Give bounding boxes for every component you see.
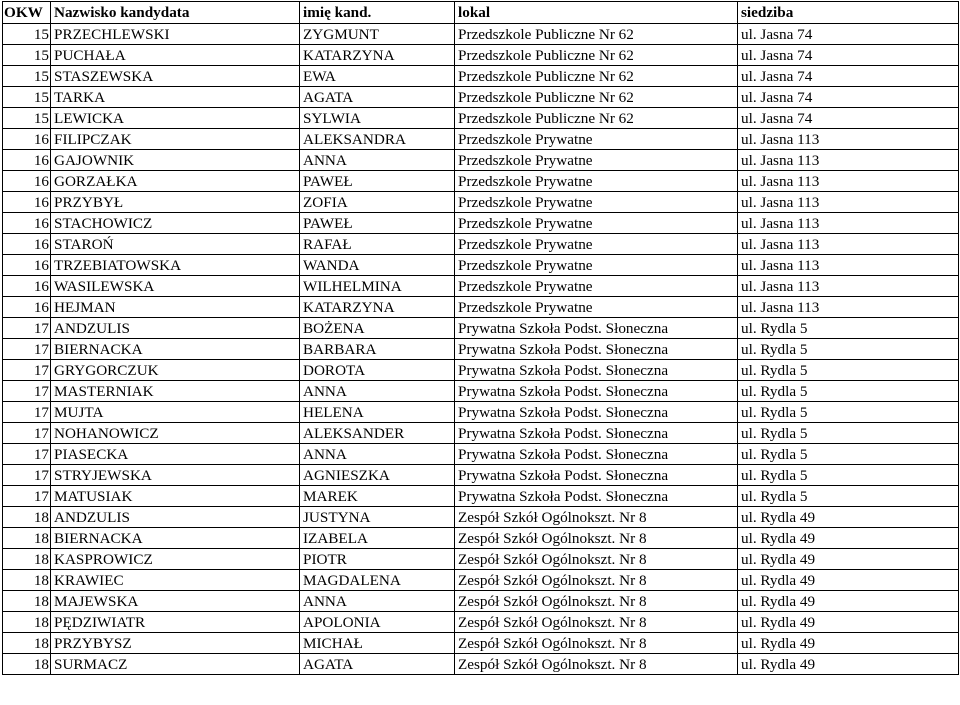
table-row [3, 24, 959, 45]
cell-imie: PAWEŁ [300, 213, 455, 234]
table-row [3, 108, 959, 129]
cell-siedziba: ul. Jasna 113 [738, 213, 959, 234]
table-header [3, 2, 959, 24]
cell-nazwisko: MATUSIAK [51, 486, 300, 507]
table-row [3, 339, 959, 360]
cell-nazwisko: MASTERNIAK [51, 381, 300, 402]
table-row [3, 129, 959, 150]
table-row [3, 528, 959, 549]
cell-nazwisko: PUCHAŁA [51, 45, 300, 66]
table-row [3, 465, 959, 486]
cell-nazwisko: GAJOWNIK [51, 150, 300, 171]
cell-nazwisko: ANDZULIS [51, 318, 300, 339]
cell-okw: 18 [3, 612, 51, 633]
cell-nazwisko: MAJEWSKA [51, 591, 300, 612]
cell-siedziba: ul. Jasna 74 [738, 66, 959, 87]
cell-lokal: Zespół Szkół Ogólnokszt. Nr 8 [455, 549, 738, 570]
cell-okw: 17 [3, 360, 51, 381]
cell-siedziba: ul. Jasna 74 [738, 45, 959, 66]
cell-siedziba: ul. Rydla 49 [738, 591, 959, 612]
cell-siedziba: ul. Jasna 113 [738, 150, 959, 171]
table-row [3, 486, 959, 507]
cell-lokal: Zespół Szkół Ogólnokszt. Nr 8 [455, 633, 738, 654]
cell-okw: 16 [3, 276, 51, 297]
cell-okw: 15 [3, 66, 51, 87]
cell-okw: 16 [3, 129, 51, 150]
table-row [3, 549, 959, 570]
cell-siedziba: ul. Rydla 5 [738, 444, 959, 465]
cell-imie: APOLONIA [300, 612, 455, 633]
cell-imie: PIOTR [300, 549, 455, 570]
header-row [3, 2, 959, 24]
table-row [3, 150, 959, 171]
cell-siedziba: ul. Jasna 113 [738, 234, 959, 255]
table-row [3, 654, 959, 675]
cell-okw: 17 [3, 423, 51, 444]
cell-lokal: Przedszkole Prywatne [455, 150, 738, 171]
cell-siedziba: ul. Rydla 5 [738, 360, 959, 381]
cell-lokal: Przedszkole Prywatne [455, 213, 738, 234]
cell-siedziba: ul. Rydla 49 [738, 654, 959, 675]
cell-imie: AGATA [300, 654, 455, 675]
cell-lokal: Zespół Szkół Ogólnokszt. Nr 8 [455, 528, 738, 549]
cell-imie: ANNA [300, 150, 455, 171]
table-row [3, 570, 959, 591]
cell-nazwisko: PRZYBYŁ [51, 192, 300, 213]
cell-lokal: Zespół Szkół Ogólnokszt. Nr 8 [455, 591, 738, 612]
cell-okw: 17 [3, 381, 51, 402]
cell-siedziba: ul. Rydla 5 [738, 402, 959, 423]
column-header-imie: imię kand. [300, 2, 455, 24]
cell-siedziba: ul. Rydla 5 [738, 318, 959, 339]
cell-siedziba: ul. Rydla 5 [738, 465, 959, 486]
cell-siedziba: ul. Rydla 49 [738, 570, 959, 591]
cell-nazwisko: KASPROWICZ [51, 549, 300, 570]
cell-okw: 16 [3, 213, 51, 234]
cell-lokal: Prywatna Szkoła Podst. Słoneczna [455, 360, 738, 381]
cell-okw: 17 [3, 486, 51, 507]
cell-okw: 16 [3, 150, 51, 171]
column-header-lokal: lokal [455, 2, 738, 24]
cell-lokal: Przedszkole Publiczne Nr 62 [455, 87, 738, 108]
cell-nazwisko: LEWICKA [51, 108, 300, 129]
cell-imie: WILHELMINA [300, 276, 455, 297]
table-row [3, 297, 959, 318]
cell-imie: ANNA [300, 381, 455, 402]
cell-imie: MAREK [300, 486, 455, 507]
cell-siedziba: ul. Rydla 49 [738, 633, 959, 654]
cell-imie: AGATA [300, 87, 455, 108]
cell-okw: 16 [3, 297, 51, 318]
cell-nazwisko: GRYGORCZUK [51, 360, 300, 381]
cell-nazwisko: PIASECKA [51, 444, 300, 465]
table-row [3, 633, 959, 654]
cell-okw: 17 [3, 465, 51, 486]
cell-siedziba: ul. Rydla 49 [738, 612, 959, 633]
cell-imie: AGNIESZKA [300, 465, 455, 486]
table-row [3, 381, 959, 402]
cell-imie: IZABELA [300, 528, 455, 549]
cell-okw: 18 [3, 633, 51, 654]
cell-okw: 16 [3, 192, 51, 213]
cell-imie: MAGDALENA [300, 570, 455, 591]
cell-lokal: Prywatna Szkoła Podst. Słoneczna [455, 318, 738, 339]
cell-okw: 18 [3, 570, 51, 591]
cell-nazwisko: ANDZULIS [51, 507, 300, 528]
cell-imie: MICHAŁ [300, 633, 455, 654]
cell-siedziba: ul. Rydla 5 [738, 486, 959, 507]
cell-lokal: Przedszkole Publiczne Nr 62 [455, 108, 738, 129]
cell-nazwisko: BIERNACKA [51, 339, 300, 360]
cell-siedziba: ul. Rydla 49 [738, 549, 959, 570]
table-row [3, 192, 959, 213]
column-header-siedziba: siedziba [738, 2, 959, 24]
cell-lokal: Zespół Szkół Ogólnokszt. Nr 8 [455, 654, 738, 675]
cell-nazwisko: STRYJEWSKA [51, 465, 300, 486]
cell-imie: RAFAŁ [300, 234, 455, 255]
table-row [3, 591, 959, 612]
cell-nazwisko: GORZAŁKA [51, 171, 300, 192]
candidates-table [2, 1, 959, 675]
cell-lokal: Przedszkole Prywatne [455, 192, 738, 213]
cell-siedziba: ul. Rydla 49 [738, 507, 959, 528]
cell-imie: PAWEŁ [300, 171, 455, 192]
column-header-okw: OKW [3, 2, 51, 24]
cell-nazwisko: STASZEWSKA [51, 66, 300, 87]
table-row [3, 318, 959, 339]
table-row [3, 444, 959, 465]
cell-okw: 18 [3, 507, 51, 528]
cell-imie: ANNA [300, 591, 455, 612]
cell-siedziba: ul. Jasna 74 [738, 24, 959, 45]
cell-okw: 18 [3, 591, 51, 612]
cell-nazwisko: PRZECHLEWSKI [51, 24, 300, 45]
cell-imie: HELENA [300, 402, 455, 423]
cell-lokal: Przedszkole Publiczne Nr 62 [455, 24, 738, 45]
cell-okw: 17 [3, 318, 51, 339]
cell-nazwisko: TRZEBIATOWSKA [51, 255, 300, 276]
cell-siedziba: ul. Rydla 49 [738, 528, 959, 549]
cell-lokal: Prywatna Szkoła Podst. Słoneczna [455, 444, 738, 465]
cell-okw: 16 [3, 171, 51, 192]
cell-okw: 16 [3, 234, 51, 255]
cell-okw: 16 [3, 255, 51, 276]
cell-okw: 15 [3, 108, 51, 129]
table-row [3, 423, 959, 444]
cell-nazwisko: KRAWIEC [51, 570, 300, 591]
table-row [3, 87, 959, 108]
cell-imie: DOROTA [300, 360, 455, 381]
cell-siedziba: ul. Jasna 113 [738, 255, 959, 276]
table-row [3, 66, 959, 87]
cell-siedziba: ul. Jasna 113 [738, 171, 959, 192]
cell-lokal: Przedszkole Prywatne [455, 297, 738, 318]
cell-imie: EWA [300, 66, 455, 87]
cell-okw: 17 [3, 339, 51, 360]
cell-nazwisko: FILIPCZAK [51, 129, 300, 150]
cell-lokal: Przedszkole Prywatne [455, 255, 738, 276]
cell-imie: SYLWIA [300, 108, 455, 129]
cell-lokal: Prywatna Szkoła Podst. Słoneczna [455, 423, 738, 444]
cell-okw: 17 [3, 444, 51, 465]
cell-lokal: Przedszkole Publiczne Nr 62 [455, 66, 738, 87]
cell-nazwisko: PĘDZIWIATR [51, 612, 300, 633]
cell-imie: ANNA [300, 444, 455, 465]
table-row [3, 234, 959, 255]
column-header-nazwisko: Nazwisko kandydata [51, 2, 300, 24]
cell-nazwisko: STAROŃ [51, 234, 300, 255]
cell-lokal: Prywatna Szkoła Podst. Słoneczna [455, 339, 738, 360]
cell-siedziba: ul. Jasna 113 [738, 297, 959, 318]
cell-nazwisko: HEJMAN [51, 297, 300, 318]
cell-lokal: Przedszkole Prywatne [455, 129, 738, 150]
table-row [3, 255, 959, 276]
cell-lokal: Przedszkole Prywatne [455, 234, 738, 255]
cell-imie: JUSTYNA [300, 507, 455, 528]
cell-imie: ALEKSANDRA [300, 129, 455, 150]
cell-siedziba: ul. Rydla 5 [738, 381, 959, 402]
cell-siedziba: ul. Jasna 113 [738, 276, 959, 297]
cell-lokal: Prywatna Szkoła Podst. Słoneczna [455, 486, 738, 507]
table-row [3, 171, 959, 192]
cell-siedziba: ul. Rydla 5 [738, 423, 959, 444]
cell-lokal: Przedszkole Publiczne Nr 62 [455, 45, 738, 66]
cell-imie: ZYGMUNT [300, 24, 455, 45]
cell-nazwisko: STACHOWICZ [51, 213, 300, 234]
table-row [3, 213, 959, 234]
cell-lokal: Zespół Szkół Ogólnokszt. Nr 8 [455, 612, 738, 633]
cell-imie: BOŻENA [300, 318, 455, 339]
cell-siedziba: ul. Jasna 74 [738, 108, 959, 129]
cell-imie: WANDA [300, 255, 455, 276]
cell-okw: 15 [3, 45, 51, 66]
cell-lokal: Przedszkole Prywatne [455, 171, 738, 192]
cell-nazwisko: PRZYBYSZ [51, 633, 300, 654]
cell-siedziba: ul. Jasna 74 [738, 87, 959, 108]
cell-okw: 17 [3, 402, 51, 423]
cell-okw: 15 [3, 87, 51, 108]
table-row [3, 507, 959, 528]
cell-imie: KATARZYNA [300, 297, 455, 318]
table-body [3, 24, 959, 675]
cell-siedziba: ul. Jasna 113 [738, 129, 959, 150]
cell-imie: KATARZYNA [300, 45, 455, 66]
cell-nazwisko: TARKA [51, 87, 300, 108]
cell-nazwisko: SURMACZ [51, 654, 300, 675]
table-row [3, 45, 959, 66]
cell-nazwisko: NOHANOWICZ [51, 423, 300, 444]
cell-okw: 18 [3, 549, 51, 570]
cell-siedziba: ul. Rydla 5 [738, 339, 959, 360]
cell-lokal: Zespół Szkół Ogólnokszt. Nr 8 [455, 507, 738, 528]
table-row [3, 402, 959, 423]
cell-okw: 15 [3, 24, 51, 45]
cell-imie: ALEKSANDER [300, 423, 455, 444]
table-row [3, 276, 959, 297]
cell-lokal: Zespół Szkół Ogólnokszt. Nr 8 [455, 570, 738, 591]
cell-imie: ZOFIA [300, 192, 455, 213]
table-row [3, 360, 959, 381]
cell-nazwisko: BIERNACKA [51, 528, 300, 549]
cell-imie: BARBARA [300, 339, 455, 360]
cell-nazwisko: WASILEWSKA [51, 276, 300, 297]
cell-lokal: Prywatna Szkoła Podst. Słoneczna [455, 402, 738, 423]
cell-lokal: Prywatna Szkoła Podst. Słoneczna [455, 381, 738, 402]
cell-siedziba: ul. Jasna 113 [738, 192, 959, 213]
cell-lokal: Prywatna Szkoła Podst. Słoneczna [455, 465, 738, 486]
cell-okw: 18 [3, 528, 51, 549]
cell-nazwisko: MUJTA [51, 402, 300, 423]
table-row [3, 612, 959, 633]
cell-okw: 18 [3, 654, 51, 675]
cell-lokal: Przedszkole Prywatne [455, 276, 738, 297]
